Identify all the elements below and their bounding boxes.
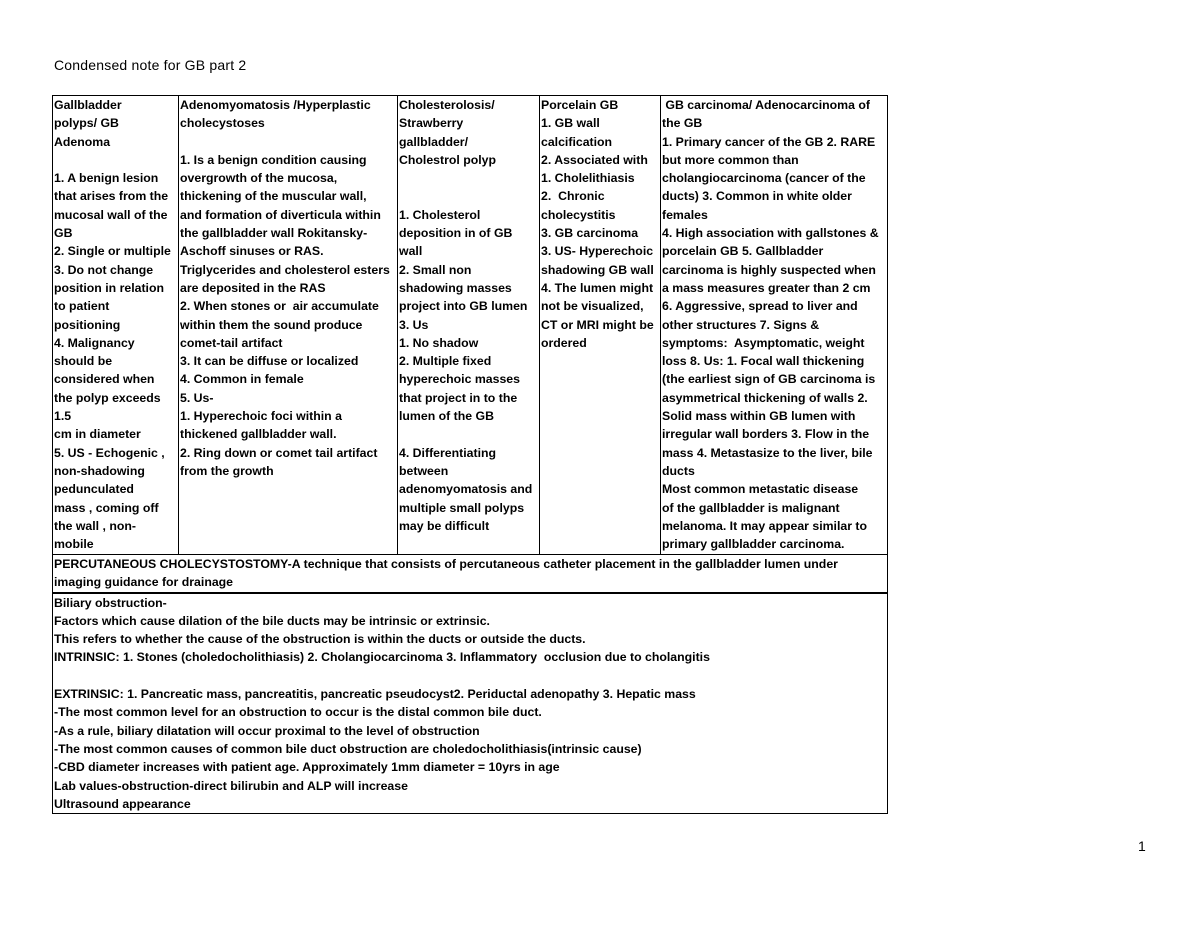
text-line: between [399,463,449,478]
text-line: pedunculated [54,482,134,497]
cell-lines [662,96,886,553]
text-line: INTRINSIC: 1. Stones (choledocholithiasis) 2. Cholangiocarcinoma 3. Inflammatory occlusion due to cholangitis [54,650,710,665]
text-line [54,151,177,169]
biliary-row [53,593,888,814]
percutaneous-row [53,555,888,593]
text-line: Biliary obstruction- [54,595,167,610]
text-line: ducts [662,463,695,478]
text-line: shadowing GB wall [541,262,654,277]
text-line: gallbladder/ [399,134,469,149]
text-line: Adenomyomatosis /Hyperplastic [180,98,371,112]
text-line: wall [399,244,423,259]
text-line: within them the sound produce [180,317,363,332]
text-line: loss 8. Us: 1. Focal wall thickening [662,354,865,369]
text-line: 3. US- Hyperechoic [541,244,654,259]
text-line: thickening of the muscular wall, [180,189,367,204]
text-line: should be [54,354,113,369]
text-line: hyperechoic masses [399,372,520,387]
text-line: PERCUTANEOUS CHOLECYSTOSTOMY-A technique that consists of percutaneous catheter placement in the gallbladder lumen under [54,557,838,571]
text-line: non-shadowing [54,463,145,478]
cell-lines [54,555,886,592]
text-line [180,133,396,151]
text-line: 2. Small non [399,262,472,277]
notes-table [52,95,888,814]
text-line: 3. Do not change [54,262,154,277]
text-line: -CBD diameter increases with patient age. Approximately 1mm diameter = 10yrs in age [54,760,560,775]
porcelain-gb-cell [540,96,661,555]
text-line: that arises from the [54,189,169,204]
text-line: females [662,207,708,222]
text-line: GB [54,226,73,241]
text-line: cm in diameter [54,427,141,442]
text-line: 1. Is a benign condition causing [180,152,367,167]
text-line: EXTRINSIC: 1. Pancreatic mass, pancreatitis, pancreatic pseudocyst2. Periductal adenopathy 3. Hepatic mass [54,687,696,702]
text-line [399,187,538,205]
text-line: 4. Common in female [180,372,304,387]
text-line: melanoma. It may appear similar to [662,518,868,533]
text-line: 5. Us- [180,390,214,405]
text-line: cholangiocarcinoma (cancer of the [662,171,866,186]
text-line: considered when [54,372,155,387]
text-line: mass , coming off [54,500,159,515]
text-line: may be difficult [399,518,490,533]
text-line: Porcelain GB [541,98,619,112]
text-line: 2. Multiple fixed [399,354,492,369]
text-line: shadowing masses [399,280,512,295]
text-line: are deposited in the RAS [180,280,326,295]
text-line: multiple small polyps [399,500,525,515]
text-line: porcelain GB 5. Gallbladder [662,244,824,259]
text-line: project into GB lumen [399,299,528,314]
text-line: comet-tail artifact [180,335,283,350]
text-line: Strawberry [399,116,464,131]
text-line: -As a rule, biliary dilatation will occur proximal to the level of obstruction [54,723,480,738]
text-line: positioning [54,317,121,332]
text-line: mobile [54,537,94,552]
text-line: 2. Chronic [541,189,605,204]
text-line: 2. When stones or air accumulate [180,299,379,314]
text-line: Factors which cause dilation of the bile ducts may be intrinsic or extrinsic. [54,613,490,628]
text-line: 1. Cholelithiasis [541,171,635,186]
text-line: 4. Differentiating [399,445,497,460]
text-line: 2. Ring down or comet tail artifact [180,445,378,460]
text-line: Cholesterolosis/ [399,98,495,112]
text-line: position in relation [54,280,164,295]
text-line: polyps/ GB [54,116,119,131]
text-line: 3. Us [399,317,429,332]
text-line: adenomyomatosis and [399,482,533,497]
text-line: mucosal wall of the [54,207,168,222]
text-line: GB carcinoma/ Adenocarcinoma of [662,98,870,112]
cell-lines [541,96,659,352]
text-line: Gallbladder [54,98,122,112]
text-line: 1. Hyperechoic foci within a [180,409,342,424]
text-line: 2. Single or multiple [54,244,171,259]
text-line: to patient [54,299,110,314]
text-line: ducts) 3. Common in white older [662,189,852,204]
text-line: asymmetrical thickening of walls 2. [662,390,868,405]
text-line: deposition in of GB [399,226,513,241]
text-line: -The most common causes of common bile duct obstruction are choledocholithiasis(intrinsic cause) [54,741,642,756]
cholesterolosis-cell [398,96,540,555]
text-line: the GB [662,116,703,131]
text-line: the gallbladder wall Rokitansky- [180,226,368,241]
text-line: a mass measures greater than 2 cm [662,280,871,295]
text-line: calcification [541,134,613,149]
text-line: the wall , non- [54,518,136,533]
text-line: carcinoma is highly suspected when [662,262,876,277]
text-line: lumen of the GB [399,409,494,424]
page-number: 1 [1138,838,1146,854]
text-line: (the earliest sign of GB carcinoma is [662,372,876,387]
text-line: CT or MRI might be [541,317,654,332]
text-line: Adenoma [54,134,111,149]
text-line: mass 4. Metastasize to the liver, bile [662,445,873,460]
text-line: 1. No shadow [399,335,479,350]
text-line: 3. GB carcinoma [541,226,639,241]
text-line: 3. It can be diffuse or localized [180,354,359,369]
text-line: overgrowth of the mucosa, [180,171,338,186]
text-line: Lab values-obstruction-direct bilirubin and ALP will increase [54,778,408,793]
cell-lines [54,96,177,553]
text-line: irregular wall borders 3. Flow in the [662,427,870,442]
text-line: of the gallbladder is malignant [662,500,840,515]
text-line: primary gallbladder carcinoma. [662,537,845,552]
percutaneous-cell [53,555,888,593]
text-line: 2. Associated with [541,152,648,167]
document-title: Condensed note for GB part 2 [54,57,247,73]
text-line: 1. A benign lesion [54,171,159,186]
text-line [399,169,538,187]
text-line: symptoms: Asymptomatic, weight [662,335,865,350]
text-line [54,667,886,685]
text-line: cholecystitis [541,207,616,222]
text-line: from the growth [180,463,274,478]
text-line: Solid mass within GB lumen with [662,409,856,424]
text-line: Aschoff sinuses or RAS. [180,244,324,259]
text-line: not be visualized, [541,299,644,314]
text-line: This refers to whether the cause of the obstruction is within the ducts or outside the ducts. [54,632,586,647]
cell-lines [399,96,538,535]
text-line: other structures 7. Signs & [662,317,820,332]
comparison-row [53,96,888,555]
cell-lines [54,594,886,814]
text-line: Triglycerides and cholesterol esters [180,262,390,277]
text-line: imaging guidance for drainage [54,575,234,590]
text-line: the polyp exceeds 1.5 [54,390,165,424]
text-line: 5. US - Echogenic , [54,445,165,460]
text-line [399,425,538,443]
text-line: Cholestrol polyp [399,152,497,167]
text-line: but more common than [662,152,799,167]
gb-carcinoma-cell [661,96,888,555]
adenomyomatosis-cell [179,96,398,555]
cell-lines [180,96,396,480]
gallbladder-polyps-cell [53,96,179,555]
text-line: 4. The lumen might [541,280,654,295]
text-line: Most common metastatic disease [662,482,859,497]
text-line: 4. Malignancy [54,335,135,350]
text-line: thickened gallbladder wall. [180,427,337,442]
text-line: 1. Primary cancer of the GB 2. RARE [662,134,876,149]
text-line: ordered [541,335,587,350]
text-line: 1. Cholesterol [399,207,481,222]
text-line: cholecystoses [180,116,265,131]
text-line: 1. GB wall [541,116,600,131]
text-line: Ultrasound appearance [54,796,191,811]
text-line: that project in to the [399,390,518,405]
text-line: and formation of diverticula within [180,207,381,222]
text-line: -The most common level for an obstruction to occur is the distal common bile duct. [54,705,542,720]
biliary-obstruction-cell [53,593,888,814]
text-line: 4. High association with gallstones & [662,226,879,241]
text-line: 6. Aggressive, spread to liver and [662,299,858,314]
